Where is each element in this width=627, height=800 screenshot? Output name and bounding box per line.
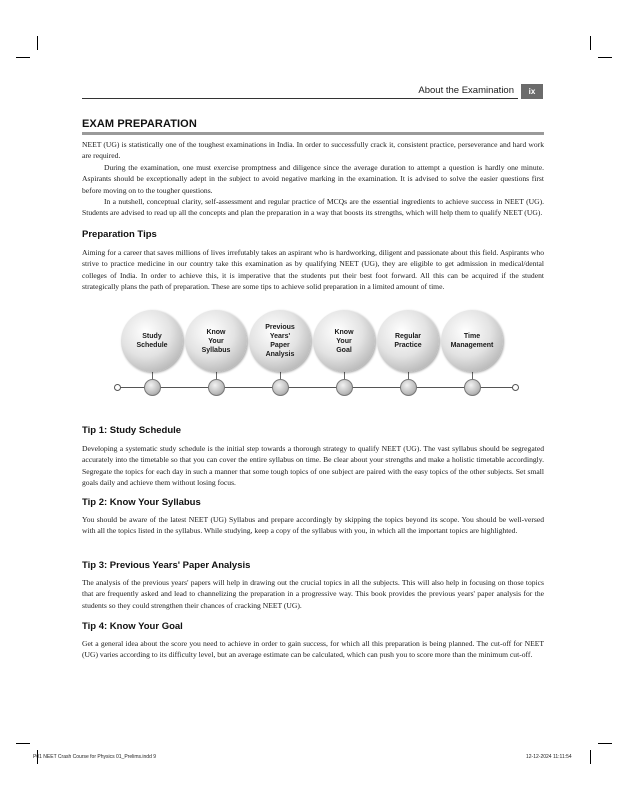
tip-4-text: Get a general idea about the score you need to achieve in order to gain success, for which all this preparation is being planned. The cut-off for NEET (UG) varies according to its difficulty level, but an average estimate can be calculated, which can push you to score more than the minimum cut-off. [82,639,544,660]
step-know-your-syllabus: Know Your Syllabus [185,310,247,372]
timeline-node [464,379,481,396]
footer-file-name: P01 NEET Crash Course for Physics 01_Prelims.indd 9 [33,754,157,760]
section-title-rule [82,132,544,135]
timeline-node [208,379,225,396]
intro-paragraph-1: NEET (UG) is statistically one of the toughest examinations in India. In order to successfully crack it, consistent practice, perseverance and hard work are required. [82,140,544,161]
section-title: EXAM PREPARATION [82,118,197,130]
timeline-node [336,379,353,396]
preparation-steps-diagram [110,310,520,405]
step-study-schedule: Study Schedule [121,310,183,372]
crop-mark-top-left-v [37,36,38,50]
running-header-title: About the Examination [418,85,514,96]
timeline-start-dot [114,384,121,391]
footer-timestamp: 12-12-2024 11:11:54 [526,754,572,760]
crop-mark-top-right-h [598,57,612,58]
tip-1-text: Developing a systematic study schedule is the initial step towards a thorough strategy to qualify NEET (UG). The vast syllabus should be segregated accurately into the timetable so that you can cover the entire syllabus on time. Be clear about your strengths and make a holistic timetable accordingly. Segregate the topics for each day in such a manner that some tough topics of one subject are paired with the easy topics of the other subjects. Set small goals daily and achieve them without losing focus. [82,444,544,487]
intro-paragraph-3: In a nutshell, conceptual clarity, self-assessment and regular practice of MCQs are the essential ingredients to achieve success in NEET (UG). Students are advised to read up all the concepts and plan the preparation in a way that boosts its strengths, which will help them to qualify NEET (UG). [82,197,544,218]
step-regular-practice: Regular Practice [377,310,439,372]
timeline-node [400,379,417,396]
tip-2-text: You should be aware of the latest NEET (UG) Syllabus and prepare accordingly by skipping the topics beyond its scope. You should be well-versed with all the topics listed in the syllabus. While studying, keep a copy of the syllabus with you, in which all the important topics are highlighted. [82,515,544,536]
intro-paragraph-2: During the examination, one must exercise promptness and diligence since the average duration to attempt a question is hardly one minute. Aspirants should be exceptionally adept in the subject to avoid negative marking in the examination. It is advised to solve the easier questions first before moving on to the tougher questions. [82,163,544,195]
tip-1-heading: Tip 1: Study Schedule [82,425,182,436]
crop-mark-bottom-left-h [16,743,30,744]
crop-mark-bottom-right-h [598,743,612,744]
header-rule [82,98,518,99]
crop-mark-bottom-right-v [590,750,591,764]
preparation-tips-intro: Aiming for a career that saves millions of lives irrefutably takes an aspirant who is hardworking, diligent and passionate about this field. Aspirants who strive to practice medicine in our country take this examination as by qualifying NEET (UG), they are eligible to get admission in medical/dental colleges of India. In order to achieve this, it is imperative that the students put their best foot forward. All this can be acquired if the student strategically plans the path of preparation. These are some tips to achieve solid preparation in a limited amount of time. [82,248,544,291]
step-know-your-goal: Know Your Goal [313,310,375,372]
crop-mark-top-left-h [16,57,30,58]
crop-mark-top-right-v [590,36,591,50]
step-time-management: Time Management [441,310,503,372]
tip-2-heading: Tip 2: Know Your Syllabus [82,497,201,508]
step-previous-years-paper-analysis: Previous Years' Paper Analysis [249,310,311,372]
tip-4-heading: Tip 4: Know Your Goal [82,621,183,632]
timeline-node [144,379,161,396]
timeline-line [118,387,516,388]
tip-3-heading: Tip 3: Previous Years' Paper Analysis [82,560,251,571]
timeline-end-dot [512,384,519,391]
tip-3-text: The analysis of the previous years' papers will help in drawing out the crucial topics in all the subjects. This will also help in focusing on those topics that are frequently asked and lead to channelizing the preparation in a progressive way. This book provides the previous years' paper analysis for the students so they could strengthen their chances of cracking NEET (UG). [82,578,544,610]
preparation-tips-heading: Preparation Tips [82,229,157,240]
timeline-node [272,379,289,396]
page-number: ix [521,84,543,99]
